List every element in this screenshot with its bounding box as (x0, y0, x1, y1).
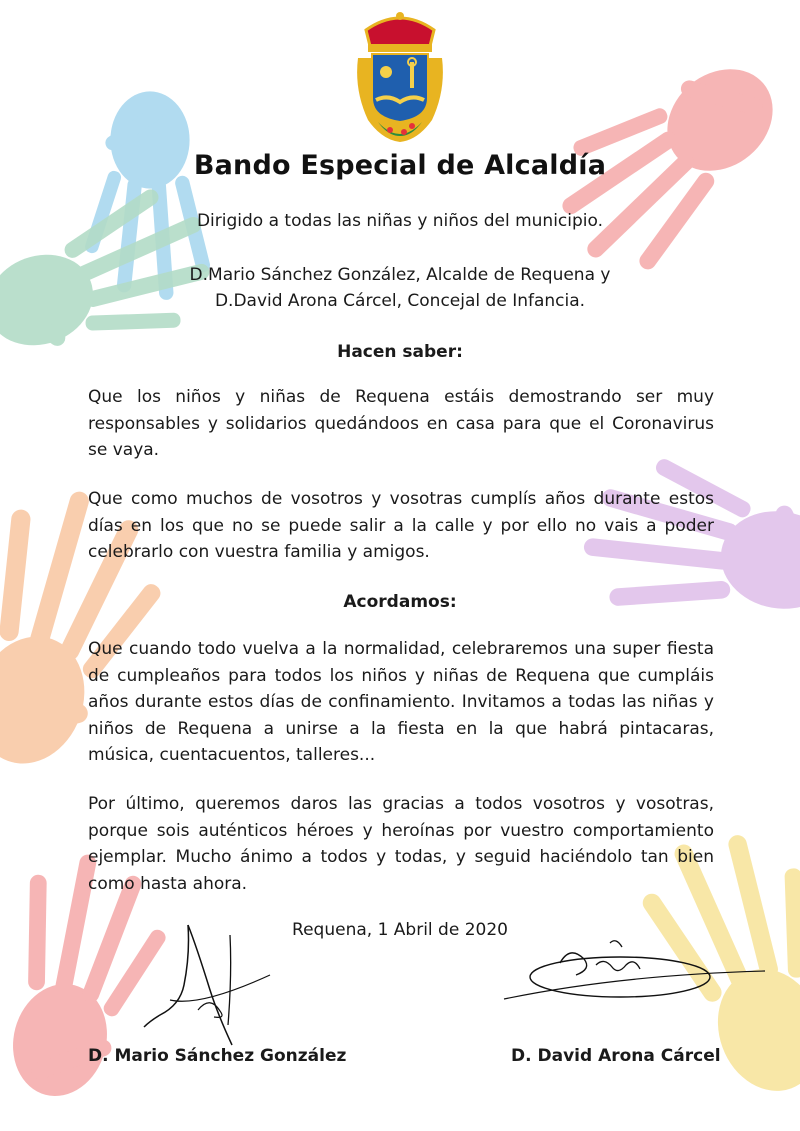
signature-mario-sanchez (140, 915, 280, 1050)
heading-hacen-saber: Hacen saber: (337, 342, 463, 362)
paragraph-2: Que como muchos de vosotros y vosotras cumplís años durante estos días en los que no se puede salir a la calle y por ello no vais a poder celebrarlo con vuestra familia y amigos. (88, 489, 714, 562)
signature-david-arona (500, 935, 770, 1010)
paragraph-1: Que los niños y niñas de Requena estáis demostrando ser muy responsables y solidarios quedándoos en casa para que el Coronavirus se vaya. (88, 387, 714, 460)
author-line-1: D.Mario Sánchez González, Alcalde de Requena y (189, 265, 611, 285)
addressed-to: Dirigido a todas las niñas y niños del municipio. (196, 211, 604, 231)
signatory-1-name: D. Mario Sánchez González (88, 1046, 347, 1066)
heading-acordamos: Acordamos: (343, 592, 457, 612)
place-and-date: Requena, 1 Abril de 2020 (292, 920, 508, 940)
signatory-2-name: D. David Arona Cárcel (511, 1046, 721, 1066)
author-line-2: D.David Arona Cárcel, Concejal de Infancia. (214, 291, 586, 311)
paragraph-3: Que cuando todo vuelva a la normalidad, celebraremos una super fiesta de cumpleaños para todos los niños y niñas de Requena que cumpláis años durante estos días de confinamiento. Invitamos a todas las niñas y niños de Requena a unirse a la fiesta en la que habrá pintacaras, música, cuentacuentos, talleres... (88, 639, 714, 765)
document-title: Bando Especial de Alcaldía (193, 150, 607, 181)
paragraph-4: Por último, queremos daros las gracias a todos vosotros y vosotras, porque sois auténticos héroes y heroínas por vuestro comportamiento ejemplar. Mucho ánimo a todos y todas, y seguid haciéndolo tan bien como hasta ahora. (88, 794, 714, 894)
coat-of-arms-icon (352, 10, 448, 148)
